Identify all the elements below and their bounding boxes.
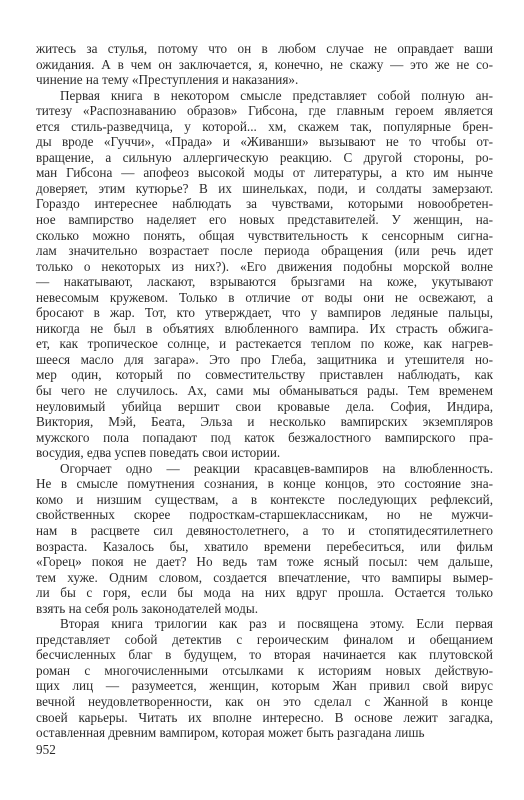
text-line: «Горец» покоя не дает? Но ведь там тоже ясный посыл: чем дальше, [36, 554, 493, 570]
text-line: только о некоторых из них?). «Его движения подобны морской волне [36, 258, 493, 274]
paragraph [36, 461, 493, 616]
text-line: оставленная древним вампиром, которая может быть разгадана лишь [36, 725, 425, 741]
text-line: Вторая книга трилогии как раз и посвящена этому. Если первая [60, 616, 493, 632]
text-line: представляет собой детектив с героическим финалом и обещанием [36, 631, 493, 647]
text-line: Гораздо интереснее наблюдать за чувствами, которыми новообретен- [36, 196, 493, 212]
text-line: бесчисленных благ в будущем, то вторая начинается как плутовской [36, 647, 493, 663]
text-line: бы чего не случилось. Ах, сами мы обманываться рады. Тем временем [36, 383, 493, 399]
text-line: житесь за стулья, потому что он в любом случае не оправдает ваши [36, 41, 493, 56]
text-line: нам в расцвете сил девяностолетнего, а то и стопятидесятилетнего [36, 522, 493, 538]
text-line: — накатывают, ласкают, взрываются брызгами на коже, укутывают [36, 274, 493, 290]
text-line: сколько можно понять, общая чувствительность к сенсорным сигна- [36, 227, 493, 243]
text-line: ожидания. А в чем он заключается, я, конечно, не скажу — это же не со- [36, 56, 493, 72]
paragraph [36, 88, 493, 461]
text-line: тем хуже. Одним словом, создается впечатление, что вампиры вымер- [36, 569, 493, 585]
text-line: ное вампирство наделяет его новых представителей. У женщин, на- [36, 212, 493, 228]
page-number: 952 [36, 742, 56, 757]
text-line: вращение, а сильную аллергическую реакцию. С другой стороны, ро- [36, 149, 493, 165]
text-line: возраста. Казалось бы, хватило времени перебеситься, или фильм [36, 538, 493, 554]
text-line: лам значительно возрастает после периода обращения (или речь идет [36, 243, 493, 259]
text-line: роман с многочисленными отсылками к историям новых действую- [36, 662, 493, 678]
text-line: титезу «Распознаванию образов» Гибсона, где главным героем является [36, 103, 493, 119]
page-body-text [36, 41, 493, 741]
paragraph [36, 41, 493, 88]
text-line: доверяет, этим кутюрье? В их шинельках, поди, и солдаты замерзают. [36, 180, 493, 196]
text-line: своей карьеры. Читать их вполне интересно. В основе лежит загадка, [36, 709, 493, 725]
text-line: никогда не был в объятиях влюбленного вампира. Их страсть обжига- [36, 320, 493, 336]
text-line: неуловимый убийца вершит свои кровавые дела. София, Индира, [36, 398, 493, 414]
text-line: мужского пола попадают под каток безжалостного вампирского пра- [36, 429, 493, 445]
text-line: ды вроде «Гуччи», «Прада» и «Живанши» вызывают не то чтобы от- [36, 134, 493, 150]
text-line: комо и низшим существам, а в контексте последующих рефлексий, [36, 491, 493, 507]
text-line: Огорчает одно — реакции красавцев-вампиров на влюбленность. [60, 460, 493, 476]
text-line: ется стиль-разведчица, у которой... хм, скажем так, популярные брен- [36, 118, 493, 134]
text-line: ет, как тропическое солнце, и растекается теплом по коже, как нагрев- [36, 336, 493, 352]
text-line: взять на себя роль законодателей моды. [36, 600, 259, 616]
text-line: мер один, который по совместительству приставлен наблюдать, как [36, 367, 493, 383]
text-line: Виктория, Мэй, Беата, Эльза и несколько вампирских экземпляров [36, 414, 493, 430]
text-line: восудия, едва успев поведать свои истории. [36, 445, 281, 461]
paragraph [36, 616, 493, 740]
text-line: бросают в жар. Тот, кто утверждает, что у вампиров ледяные пальцы, [36, 305, 493, 321]
text-line: вечной неудовлетворенности, как он это сделал с Жанной в конце [36, 693, 493, 709]
text-line: Первая книга в некотором смысле представляет собой полную ан- [60, 87, 493, 103]
text-line: невесомым кружевом. Только в отличие от воды они не освежают, а [36, 289, 493, 305]
text-line: чинение на тему «Преступления и наказания». [36, 72, 299, 88]
text-line: Не в смысле помутнения сознания, в конце концов, это состояние зна- [36, 476, 493, 492]
text-line: свойственных скорее подросткам-старшеклассникам, но не мужчи- [36, 507, 493, 523]
text-line: ли бы с горя, если бы мода на них вдруг прошла. Остается только [36, 585, 493, 601]
text-line: ман Гибсона — апофеоз высокой моды от литературы, а кто им нынче [36, 165, 493, 181]
text-line: щих лиц — разумеется, женщин, которым Жан привил свой вирус [36, 678, 493, 694]
text-line: шееся масло для загара». Это про Глеба, защитника и утешителя но- [36, 351, 493, 367]
